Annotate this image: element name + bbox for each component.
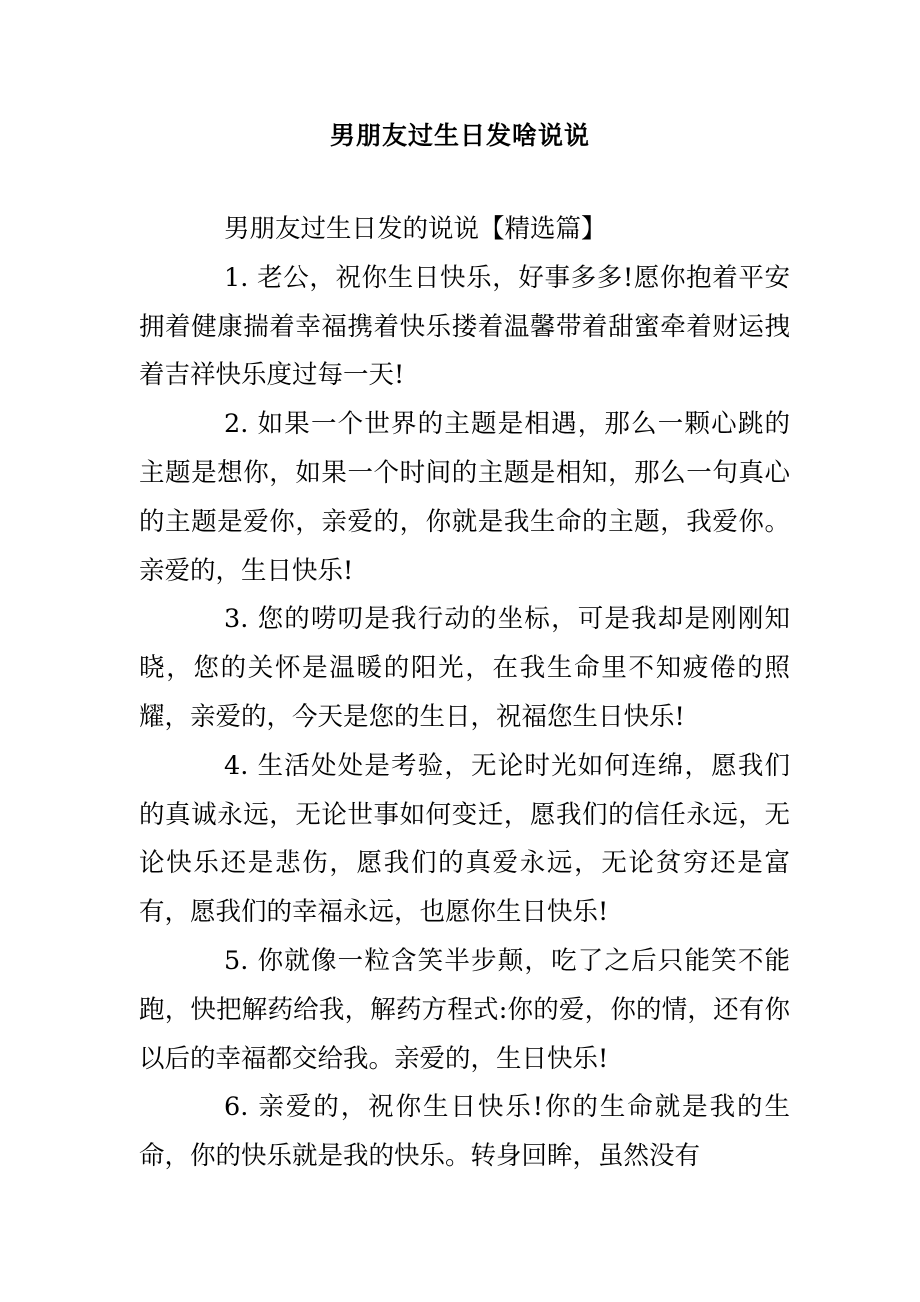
section-heading: 男朋友过生日发的说说【精选篇】: [224, 214, 607, 244]
paragraph-2: 2. 如果一个世界的主题是相遇，那么一颗心跳的主题是想你，如果一个时间的主题是相知，那么一句真心的主题是爱你，亲爱的，你就是我生命的主题，我爱你。亲爱的，生日快乐!: [139, 409, 790, 586]
paragraph-3: 3. 您的唠叨是我行动的坐标，可是我却是刚刚知晓，您的关怀是温暖的阳光，在我生命里不知疲倦的照耀，亲爱的，今天是您的生日，祝福您生日快乐!: [139, 604, 790, 732]
paragraph-5: 5. 你就像一粒含笑半步颠，吃了之后只能笑不能跑，快把解药给我，解药方程式:你的爱，你的情，还有你以后的幸福都交给我。亲爱的，生日快乐!: [139, 945, 790, 1074]
page-title: 男朋友过生日发啥说说: [329, 121, 590, 150]
paragraph-6: 6. 亲爱的，祝你生日快乐!你的生命就是我的生命，你的快乐就是我的快乐。转身回眸，虽然没有: [139, 1092, 790, 1172]
paragraph-4: 4. 生活处处是考验，无论时光如何连绵，愿我们的真诚永远，无论世事如何变迁，愿我们的信任永远，无论快乐还是悲伤，愿我们的真爱永远，无论贫穷还是富有，愿我们的幸福永远，也愿你生日快乐!: [139, 750, 790, 928]
paragraph-1: 1. 老公，祝你生日快乐，好事多多!愿你抱着平安拥着健康揣着幸福携着快乐搂着温馨带着甜蜜牵着财运拽着吉祥快乐度过每一天!: [139, 262, 790, 391]
document-body: [139, 205, 790, 1181]
